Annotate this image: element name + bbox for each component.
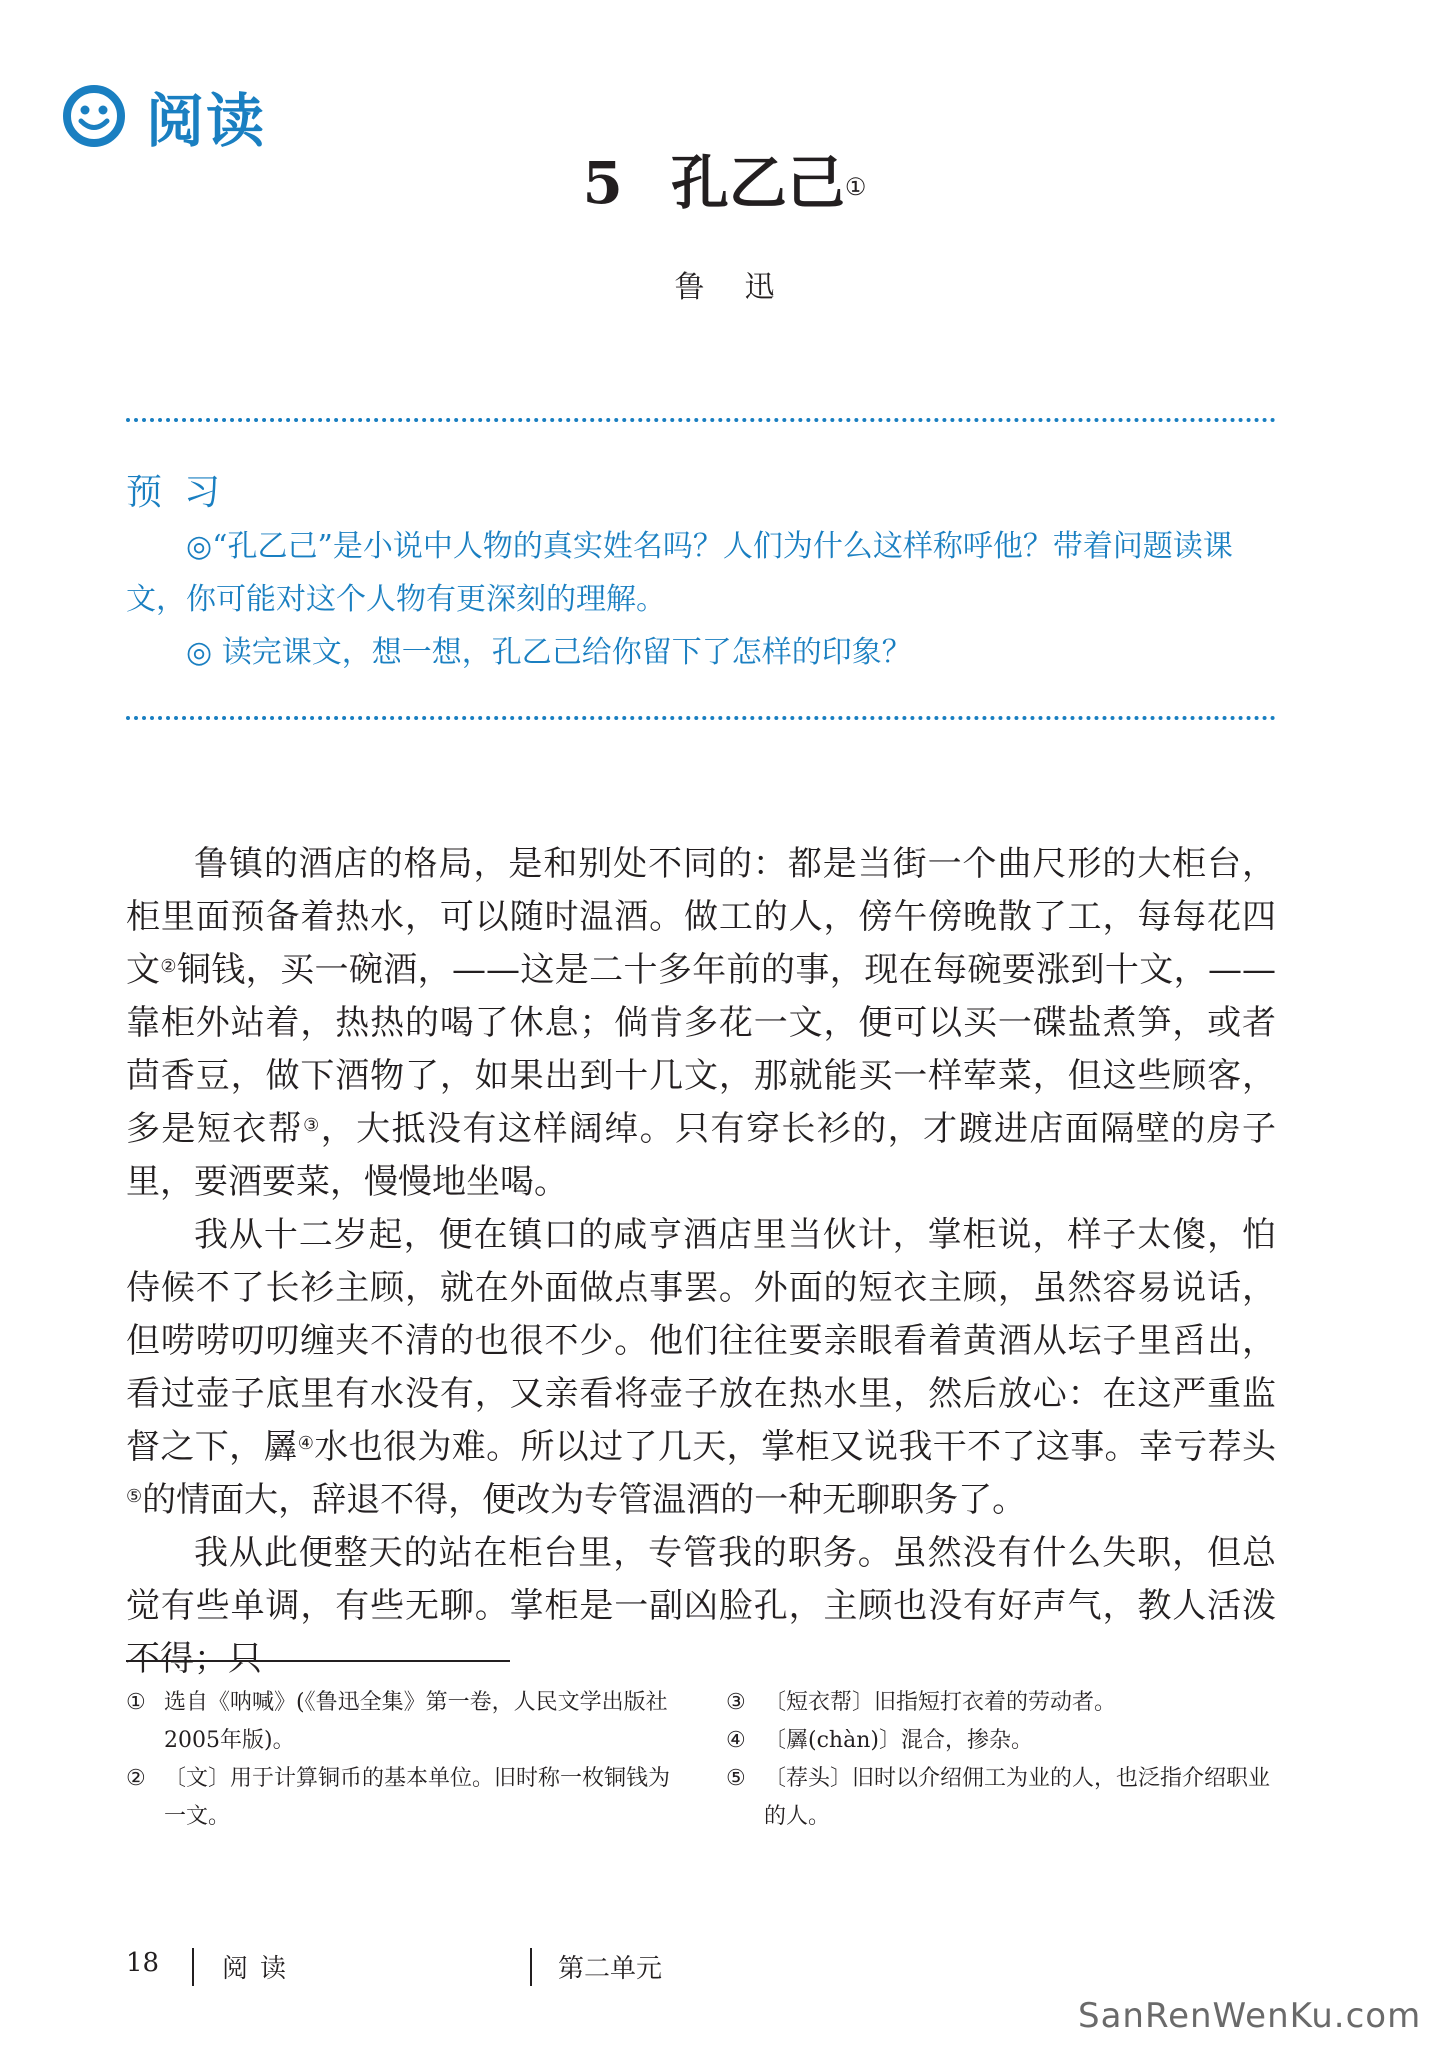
footer-divider	[530, 1948, 532, 1986]
footnote-5	[726, 1760, 1286, 1836]
footnote-1	[126, 1684, 686, 1760]
footnote-text: 〔羼(chàn)〕混合，掺杂。	[764, 1728, 1033, 1753]
paragraph-1-part-a: 鲁镇的酒店的格局，是和别处不同的：都是当街一个曲尺形的大柜台，柜里面预备着热水，可以随时温酒。做工的人，傍午傍晚散了工，每每花四文	[126, 844, 1276, 990]
paragraph-2-part-b: 水也很为难。所以过了几天，掌柜又说我干不了这事。幸亏荐头	[314, 1427, 1276, 1467]
footnote-ref-5: ⑤	[126, 1486, 143, 1507]
title-footnote-ref: ①	[844, 173, 867, 201]
lesson-title-text: 孔乙己	[670, 149, 845, 217]
preview-top-divider	[126, 418, 1276, 422]
paragraph-1-part-c: ，大抵没有这样阔绰。只有穿长衫的，才踱进店面隔壁的房子里，要酒要菜，慢慢地坐喝。	[126, 1109, 1277, 1202]
paragraph-1-part-b: 铜钱，买一碗酒，——这是二十多年前的事，现在每碗要涨到十文，——靠柜外站着，热热的喝了休息；倘肯多花一文，便可以买一碟盐煮笋，或者茴香豆，做下酒物了，如果出到十几文，那就能买一样荤菜，但这些顾客，多是短衣帮	[126, 950, 1277, 1149]
preview-body	[126, 520, 1276, 679]
footnote-text: 〔荐头〕旧时以介绍佣工为业的人，也泛指介绍职业的人。	[764, 1766, 1271, 1829]
paragraph-2-part-c: 的情面大，辞退不得，便改为专管温酒的一种无聊职务了。	[142, 1480, 1027, 1520]
footnotes-left	[126, 1684, 686, 1836]
footnote-ref-4: ④	[297, 1433, 315, 1454]
footnote-mark: ⑤	[726, 1766, 746, 1791]
footnotes-right	[726, 1684, 1286, 1836]
paragraph-2-part-a: 我从十二岁起，便在镇口的咸亨酒店里当伙计，掌柜说，样子太傻，怕侍候不了长衫主顾，就在外面做点事罢。外面的短衣主顾，虽然容易说话，但唠唠叨叨缠夹不清的也很不少。他们往往要亲眼看着黄酒从坛子里舀出，看过壶子底里有水没有，又亲看将壶子放在热水里，然后放心：在这严重监督之下，羼	[126, 1215, 1276, 1467]
paragraph-2	[126, 1209, 1276, 1527]
footnote-2	[126, 1760, 686, 1836]
lesson-number: 5	[582, 149, 623, 217]
body-text	[126, 838, 1276, 1686]
footnote-rule	[126, 1660, 510, 1662]
preview-item-2: ◎ 读完课文，想一想，孔乙己给你留下了怎样的印象？	[186, 635, 912, 670]
preview-heading: 预习	[126, 472, 243, 513]
footnote-ref-3: ③	[303, 1115, 321, 1136]
page-number: 18	[126, 1948, 160, 1978]
footer-divider	[192, 1948, 194, 1986]
footnote-4	[726, 1722, 1286, 1760]
preview-item-1: ◎“孔乙己”是小说中人物的真实姓名吗？人们为什么这样称呼他？带着问题读课文，你可能对这个人物有更深刻的理解。	[126, 529, 1233, 617]
section-title: 阅读	[146, 87, 267, 155]
watermark: SanRenWenKu.com	[1078, 1996, 1422, 2036]
section-header	[62, 78, 266, 154]
paragraph-3: 我从此便整天的站在柜台里，专管我的职务。虽然没有什么失职，但总觉有些单调，有些无聊。掌柜是一副凶脸孔，主顾也没有好声气，教人活泼不得；只	[126, 1533, 1276, 1679]
lesson-title	[0, 145, 1449, 221]
smiley-face-icon	[62, 84, 126, 148]
footnote-text: 〔文〕用于计算铜币的基本单位。旧时称一枚铜钱为一文。	[164, 1766, 671, 1829]
footnote-mark: ②	[126, 1766, 146, 1791]
footnote-mark: ④	[726, 1728, 746, 1753]
footnote-ref-2: ②	[160, 956, 177, 977]
footer-section: 阅读	[222, 1954, 299, 1984]
footnote-text: 〔短衣帮〕旧指短打衣着的劳动者。	[764, 1690, 1117, 1715]
preview-bottom-divider	[126, 716, 1276, 720]
footnote-text: 选自《呐喊》(《鲁迅全集》第一卷，人民文学出版社2005年版)。	[164, 1690, 668, 1753]
footer-unit: 第二单元	[558, 1954, 663, 1984]
footnote-mark: ③	[726, 1690, 746, 1715]
footnote-mark: ①	[126, 1690, 146, 1715]
paragraph-1	[126, 838, 1276, 1209]
author: 鲁迅	[674, 270, 815, 305]
footnote-3	[726, 1684, 1286, 1722]
